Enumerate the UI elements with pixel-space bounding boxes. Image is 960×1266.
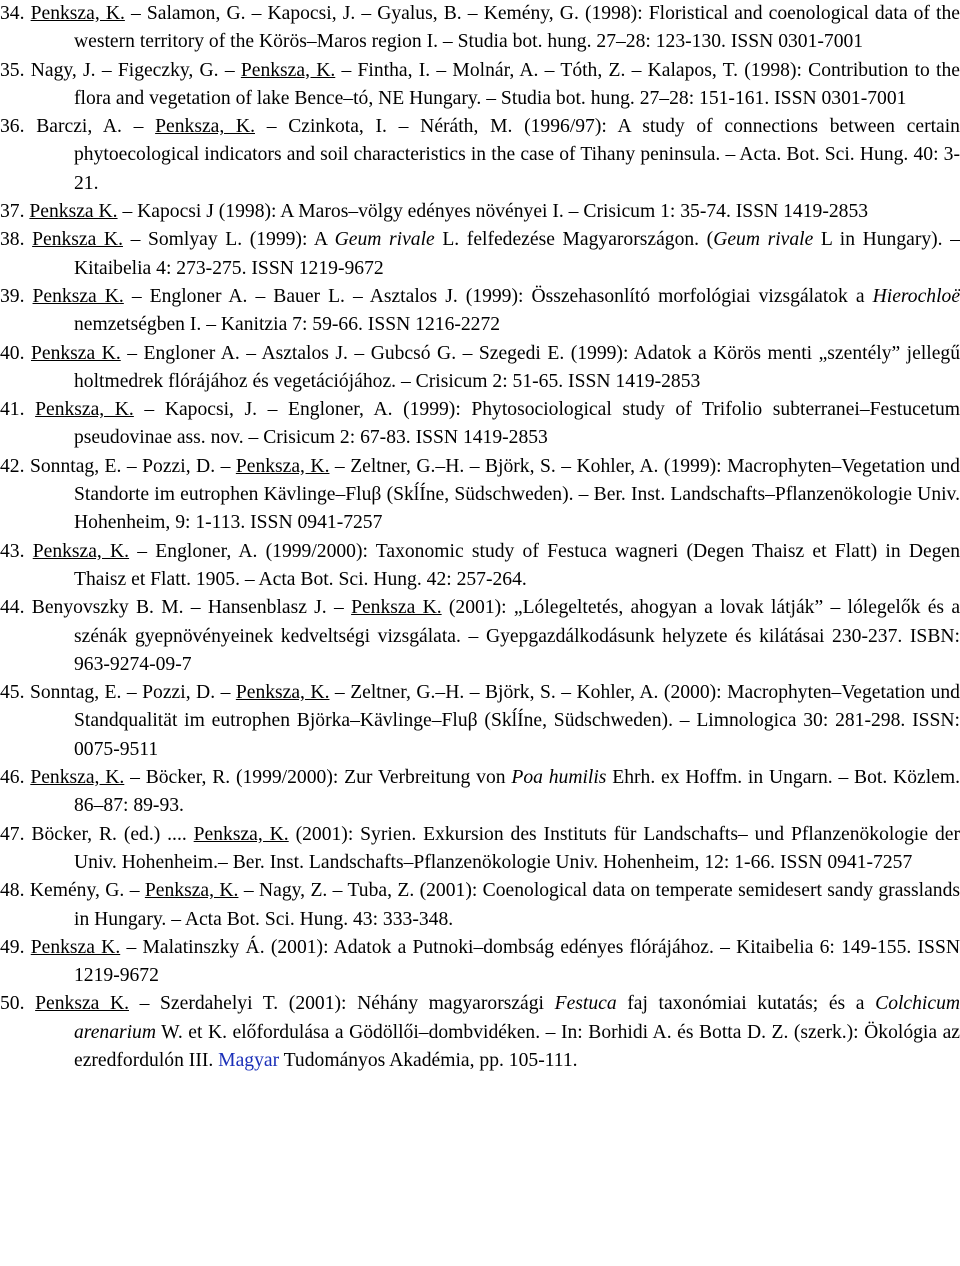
- reference-text: – Zeltner, G.–H. – Björk, S. – Kohler, A. (2000): Macrophyten–Vegetation und Standqualität im eutrophen Björka–Kävlinge–Fluβ (SkĺÍne, Südschweden). – Limnologica 30: 281-298. ISSN: 0075-9511: [74, 682, 960, 760]
- author-name-underlined: Penksza, K.: [235, 455, 330, 477]
- reference-text: Sonntag, E. – Pozzi, D. –: [29, 455, 236, 477]
- reference-text: L. felfedezése Magyarországon. (: [434, 229, 714, 251]
- reference-number: 46.: [0, 767, 25, 789]
- reference-entry: [0, 453, 960, 538]
- reference-entry: [0, 396, 960, 453]
- author-name-underlined: Penksza K.: [35, 993, 129, 1015]
- reference-text: – Salamon, G. – Kapocsi, J. – Gyalus, B. – Kemény, G. (1998): Floristical and coenological data of the western territory of the Körös–Maros region I. – Studia bot. hung. 27–28: 123-130. ISSN 0301-7001: [74, 3, 960, 53]
- reference-text: Kemény, G. –: [29, 880, 145, 902]
- author-name-underlined: Penksza, K.: [235, 682, 330, 704]
- reference-text: – Zeltner, G.–H. – Björk, S. – Kohler, A. (1999): Macrophyten–Vegetation und Standorte im eutrophen Kävlinge–Fluβ (SkĺÍne, Südschweden). – Ber. Inst. Landschafts–Pflanzenökologie Univ. Hohenheim, 9: 1-113. ISSN 0941-7257: [74, 455, 960, 534]
- reference-text: – Somlyay L. (1999): A: [122, 229, 335, 251]
- reference-text: Sonntag, E. – Pozzi, D. –: [29, 682, 236, 704]
- reference-text: Nagy, J. – Figeczky, G. –: [30, 59, 241, 81]
- italic-taxon-name: Poa humilis: [511, 767, 607, 789]
- reference-text: (2001): „Lólegeltetés, ahogyan a lovak látják” – lólegelők és a szénák gyepnövényeinek kedveltségi vizsgálata. – Gyepgazdálkodásunk helyzete és kilátásai 230-237. ISBN: 963-9274-09-7: [74, 597, 960, 675]
- author-name-underlined: Penksza, K.: [144, 880, 239, 902]
- reference-number: 42.: [0, 455, 25, 477]
- reference-number: 38.: [0, 229, 25, 251]
- italic-taxon-name: Hierochloë: [872, 285, 960, 307]
- reference-number: 50.: [0, 993, 25, 1015]
- reference-entry: [0, 283, 960, 340]
- reference-text: – Böcker, R. (1999/2000): Zur Verbreitung von: [124, 767, 512, 789]
- reference-entry: [0, 990, 960, 1075]
- reference-text: L in Hungary). – Kitaibelia 4: 273-275. ISSN 1219-9672: [74, 229, 960, 279]
- reference-text: Böcker, R. (ed.) ....: [31, 823, 194, 845]
- reference-entry: [0, 226, 960, 283]
- author-name-underlined: Penksza K.: [30, 936, 121, 958]
- reference-text: nemzetségben I. – Kanitzia 7: 59-66. ISSN 1216-2272: [74, 314, 501, 336]
- author-name-underlined: Penksza, K.: [193, 823, 289, 845]
- reference-text: Benyovszky B. M. – Hansenblasz J. –: [31, 597, 352, 619]
- reference-number: 44.: [0, 597, 25, 619]
- reference-text: – Szerdahelyi T. (2001): Néhány magyarországi: [129, 993, 555, 1015]
- reference-number: 36.: [0, 116, 25, 138]
- reference-text: – Engloner, A. (1999/2000): Taxonomic study of Festuca wagneri (Degen Thaisz et Flatt) in Degen Thaisz et Flatt. 1905. – Acta Bot. Sci. Hung. 42: 257-264.: [74, 540, 960, 590]
- reference-text: – Engloner A. – Asztalos J. – Gubcsó G. – Szegedi E. (1999): Adatok a Körös menti „szentély” jellegű holtmedrek flórájához és vegetációjához. – Crisicum 2: 51-65. ISSN 1419-2853: [74, 342, 960, 392]
- reference-text: – Kapocsi, J. – Engloner, A. (1999): Phytosociological study of Trifolio subterranei–Festucetum pseudovinae ass. nov. – Crisicum 2: 67-83. ISSN 1419-2853: [74, 399, 960, 449]
- reference-number: 40.: [0, 342, 25, 364]
- reference-text: – Nagy, Z. – Tuba, Z. (2001): Coenological data on temperate semidesert sandy grasslands in Hungary. – Acta Bot. Sci. Hung. 43: 333-348.: [74, 880, 960, 930]
- reference-entry: [0, 538, 960, 595]
- reference-entry: [0, 340, 960, 397]
- reference-text: (2001): Syrien. Exkursion des Instituts für Landschafts– und Pflanzenökologie der Univ. Hohenheim.– Ber. Inst. Landschafts–Pflanzenökologie Univ. Hohenheim, 12: 1-66. ISSN 0941-7257: [74, 823, 960, 873]
- reference-number: 43.: [0, 540, 25, 562]
- author-name-underlined: Penksza K.: [30, 342, 121, 364]
- reference-entry: [0, 821, 960, 878]
- reference-text: Tudományos Akadémia, pp. 105-111.: [279, 1049, 578, 1071]
- author-name-underlined: Penksza K.: [32, 229, 123, 251]
- reference-entry: [0, 877, 960, 934]
- reference-text: Barczi, A. –: [36, 116, 156, 138]
- author-name-underlined: Penksza K.: [351, 597, 442, 619]
- author-name-underlined: Penksza, K.: [155, 116, 255, 138]
- reference-number: 37.: [0, 201, 25, 223]
- reference-entry: [0, 594, 960, 679]
- reference-entry: [0, 764, 960, 821]
- italic-taxon-name: Colchicum arenarium: [74, 993, 960, 1043]
- reference-entry: [0, 934, 960, 991]
- reference-text: – Engloner A. – Bauer L. – Asztalos J. (1999): Összehasonlító morfológiai vizsgálatok a: [123, 285, 873, 307]
- reference-entry: [0, 679, 960, 764]
- reference-text: – Fintha, I. – Molnár, A. – Tóth, Z. – Kalapos, T. (1998): Contribution to the flora and vegetation of lake Bence–tó, NE Hungary. – Studia bot. hung. 27–28: 151-161. ISSN 0301-7001: [74, 59, 960, 109]
- reference-entry: [0, 0, 960, 57]
- author-name-underlined: Penksza K.: [32, 285, 124, 307]
- reference-text: Ehrh. ex Hoffm. in Ungarn. – Bot. Közlem. 86–87: 89-93.: [74, 767, 960, 817]
- reference-number: 41.: [0, 399, 25, 421]
- author-name-underlined: Penksza, K.: [35, 399, 134, 421]
- reference-entry: [0, 113, 960, 198]
- reference-text: W. et K. előfordulása a Gödöllői–dombvidéken. – In: Borhidi A. és Botta D. Z. (szerk.): Ökológia az ezredfordulón III.: [74, 1021, 960, 1071]
- reference-number: 49.: [0, 936, 25, 958]
- author-name-underlined: Penksza, K.: [30, 767, 125, 789]
- reference-number: 48.: [0, 880, 25, 902]
- reference-text: – Czinkota, I. – Néráth, M. (1996/97): A study of connections between certain phytoecological indicators and soil characteristics in the case of Tihany peninsula. – Acta. Bot. Sci. Hung. 40: 3-21.: [74, 116, 960, 194]
- author-name-underlined: Penksza, K.: [30, 3, 125, 24]
- reference-entry: [0, 57, 960, 114]
- italic-taxon-name: Geum rivale: [334, 229, 435, 251]
- italic-taxon-name: Geum rivale: [713, 229, 814, 251]
- reference-number: 34.: [0, 3, 25, 24]
- author-name-underlined: Penksza, K.: [240, 59, 336, 81]
- author-name-underlined: Penksza, K.: [32, 540, 130, 562]
- reference-number: 39.: [0, 285, 25, 307]
- reference-text: – Kapocsi J (1998): A Maros–völgy edényes növényei I. – Crisicum 1: 35-74. ISSN 1419-2853: [117, 201, 869, 223]
- reference-entry: [0, 198, 960, 226]
- author-name-underlined: Penksza K.: [29, 201, 118, 223]
- link-text[interactable]: Magyar: [218, 1049, 280, 1071]
- reference-text: – Malatinszky Á. (2001): Adatok a Putnoki–dombság edényes flórájához. – Kitaibelia 6: 149-155. ISSN 1219-9672: [74, 936, 960, 987]
- reference-number: 35.: [0, 59, 25, 81]
- reference-text: faj taxonómiai kutatás; és a: [616, 993, 876, 1015]
- reference-number: 47.: [0, 823, 25, 845]
- italic-taxon-name: Festuca: [554, 993, 617, 1015]
- reference-number: 45.: [0, 682, 25, 704]
